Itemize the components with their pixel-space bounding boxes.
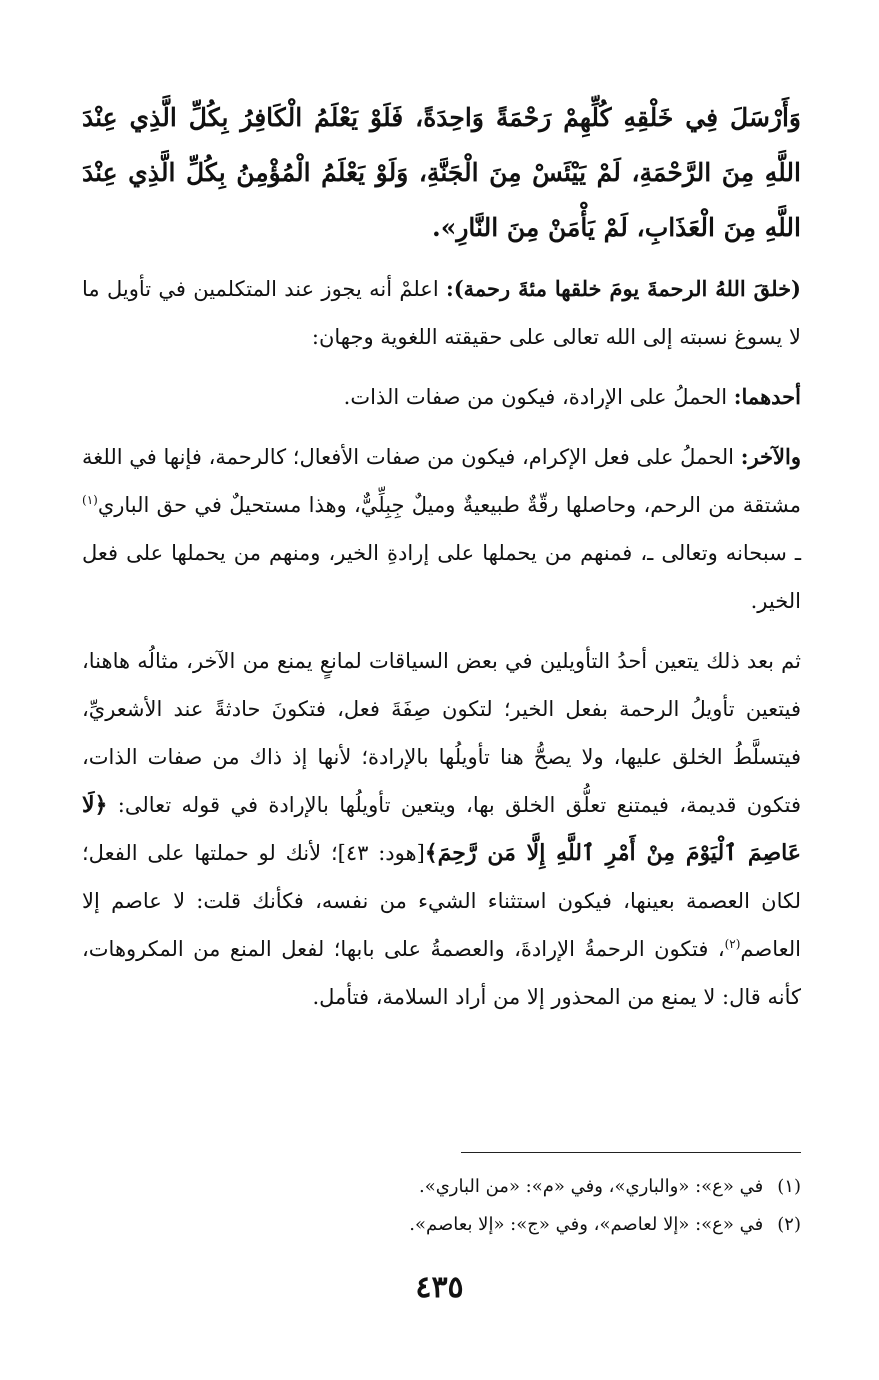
second-interpretation-lead: والآخر:: [740, 444, 801, 469]
paragraph-intro-lead: (خلقَ اللهُ الرحمةَ يومَ خلقها مئةَ رحمة):: [445, 276, 801, 301]
main-text: [82, 90, 801, 1033]
paragraph-intro-text: اعلمْ أنه يجوز عند المتكلمين في تأويل ما لا يسوغ نسبته إلى الله تعالى على حقيقته اللغوية وجهان:: [82, 277, 801, 349]
paragraph-application: [82, 637, 801, 1021]
paragraph-second-interpretation: [82, 433, 801, 625]
application-text-a: ثم بعد ذلك يتعين أحدُ التأويلين في بعض السياقات لمانعٍ يمنع من الآخر، مثالُه هاهنا، فيتعين تأويلُ الرحمة بفعل الخير؛ لتكون صِفَةَ فعل، فتكونَ حادثةً عند الأشعريِّ، فيتسلَّطُ الخلق عليها، ولا يصحُّ هنا تأويلُها بالإرادة؛ لأنها إذ ذاك من صفات الذات، فتكون قديمة، فيمتنع تعلُّق الخلق بها، ويتعين تأويلُها بالإرادة في قوله تعالى:: [82, 649, 801, 817]
footnote-2-number: (٢): [777, 1214, 801, 1235]
footnote-ref-1[interactable]: (١): [82, 493, 98, 507]
first-interpretation-lead: أحدهما:: [733, 384, 801, 409]
paragraph-first-interpretation: [82, 373, 801, 421]
second-interpretation-text-a: الحملُ على فعل الإكرام، فيكون من صفات الأفعال؛ كالرحمة، فإنها في اللغة مشتقة من الرحم، وحاصلها رقّةٌ طبيعيةٌ وميلٌ جِبِلِّيٌّ، وهذا مستحيلٌ في حق الباري: [82, 445, 801, 517]
application-text-b: ؛ لأنك لو حملتها على الفعل؛ لكان العصمة بعينها، فيكون استثناء الشيء من نفسه، فكأنك قلت: لا عاصم إلا العاصم: [82, 841, 801, 961]
footnote-2: [82, 1206, 801, 1244]
footnote-1: [82, 1168, 801, 1206]
footnote-1-text: في «ع»: «والباري»، وفي «م»: «من الباري».: [418, 1176, 764, 1197]
footnote-1-number: (١): [777, 1176, 801, 1197]
footnotes: [82, 1168, 801, 1244]
application-text-c: ، فتكون الرحمةُ الإرادةَ، والعصمةُ على بابها؛ لفعل المنع من المكروهات، كأنه قال: لا يمنع من المحذور إلا من أراد السلامة، فتأمل.: [82, 937, 801, 1009]
hadith-verse: وَأَرْسَلَ فِي خَلْقِهِ كُلِّهِمْ رَحْمَةً وَاحِدَةً، فَلَوْ يَعْلَمُ الْكَافِرُ بِكُلِّ الَّذِي عِنْدَ اللَّهِ مِنَ الرَّحْمَةِ، لَمْ يَيْئَسْ مِنَ الْجَنَّةِ، وَلَوْ يَعْلَمُ الْمُؤْمِنُ بِكُلِّ الَّذِي عِنْدَ اللَّهِ مِنَ الْعَذَابِ، لَمْ يَأْمَنْ مِنَ النَّارِ».: [82, 103, 801, 242]
footnote-ref-2[interactable]: (٢): [724, 937, 741, 951]
first-interpretation-text: الحملُ على الإرادة، فيكون من صفات الذات.: [343, 385, 734, 409]
page-number: ٤٣٥: [415, 1270, 464, 1305]
second-interpretation-text-b: ـ سبحانه وتعالى ـ، فمنهم من يحملها على إرادةِ الخير، ومنهم من يحملها على فعل الخير.: [82, 541, 801, 613]
quran-reference: [هود: ٤٣]: [337, 841, 425, 865]
footnote-2-text: في «ع»: «إلا لعاصم»، وفي «ج»: «إلا بعاصم».: [409, 1214, 764, 1235]
paragraph-intro: [82, 265, 801, 361]
footnote-separator: [461, 1152, 801, 1153]
quran-quote: ﴿لَا عَاصِمَ ٱلْيَوْمَ مِنْ أَمْرِ ٱللَّهِ إِلَّا مَن رَّحِمَ﴾: [82, 792, 802, 866]
